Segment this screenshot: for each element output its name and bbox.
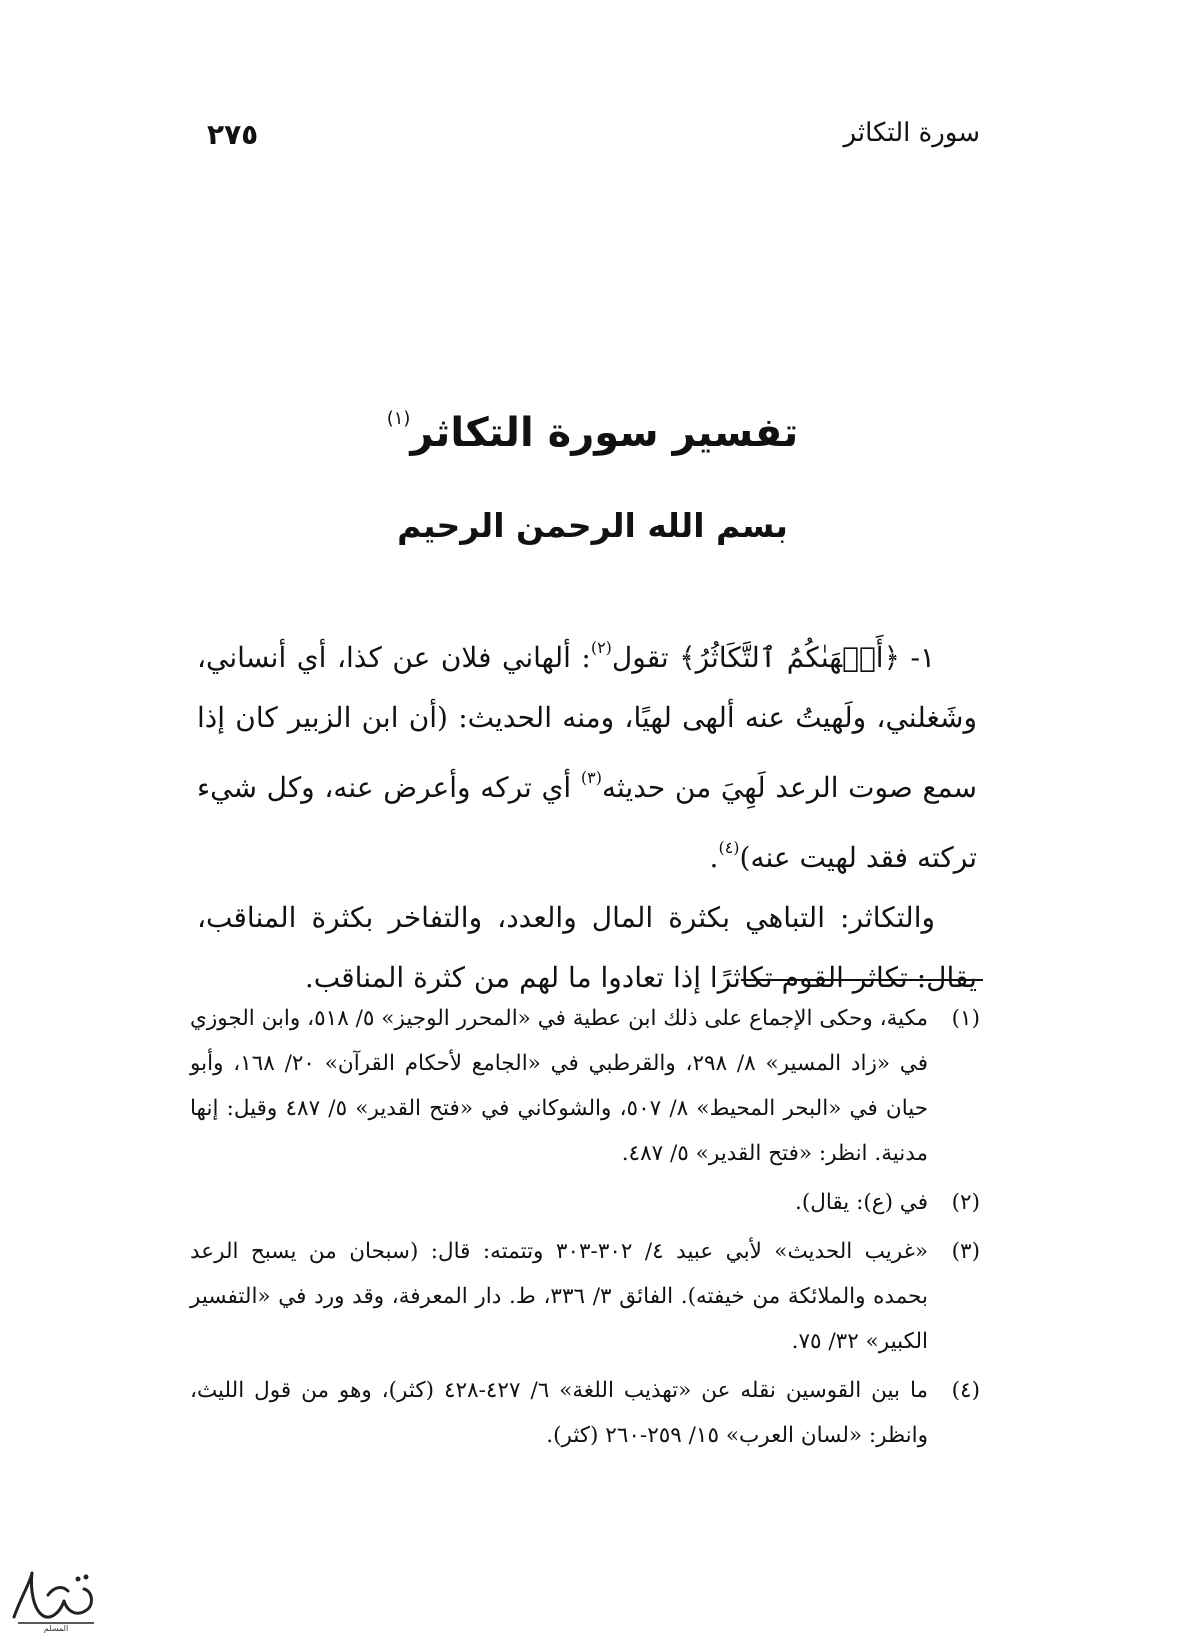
footnote-item	[190, 996, 980, 1176]
footnote-ref: (١)	[386, 408, 411, 429]
page-number: ٢٧٥	[207, 118, 259, 151]
chapter-title	[0, 408, 1185, 456]
footnote-text: ما بين القوسين نقله عن «تهذيب اللغة» ٦/ ٤٢٧-٤٢٨ (كثر)، وهو من قول الليث، وانظر: «لسان العرب» ١٥/ ٢٥٩-٢٦٠ (كثر).	[190, 1378, 929, 1448]
footnote-ref: (٣)	[580, 768, 602, 787]
paragraph: والتكاثر: التباهي بكثرة المال والعدد، والتفاخر بكثرة المناقب، يقال: تكاثر القوم تكاثرًا إذا تعادوا ما لهم من كثرة المناقب.	[197, 901, 977, 994]
footnote-number: (٤)	[951, 1378, 980, 1403]
chapter-title-text: تفسير سورة التكاثر	[410, 410, 799, 456]
running-title: سورة التكاثر	[843, 118, 980, 148]
paragraph-text: : ألهاني فلان عن كذا، أي أنساني، وشَغلني، ولَهيتُ عنه ألهى لهيًا، ومنه الحديث: (أن ابن الزبير كان إذا سمع صوت الرعد لَهِيَ من حديثه	[197, 641, 978, 804]
verse-lead: ١- ﴿أَلۡهَىٰكُمُ ٱلتَّكَاثُرُ﴾ تقول	[611, 641, 935, 674]
footnote-number: (٢)	[951, 1190, 980, 1215]
footnote-divider	[741, 979, 983, 981]
paragraph-text: .	[709, 841, 719, 874]
footnote-item	[190, 1180, 980, 1225]
footnotes-list	[190, 996, 980, 1462]
paragraph-text: أي تركه وأعرض عنه، وكل شيء تركته فقد لهيت عنه)	[197, 771, 977, 874]
footnote-number: (٣)	[951, 1239, 980, 1264]
basmala: بسم الله الرحمن الرحيم	[397, 506, 788, 545]
footnote-text: مكية، وحكى الإجماع على ذلك ابن عطية في «المحرر الوجيز» ٥/ ٥١٨، وابن الجوزي في «زاد المسير» ٨/ ٢٩٨، والقرطبي في «الجامع لأحكام القرآن» ٢٠/ ١٦٨، وأبو حيان في «البحر المحيط» ٨/ ٥٠٧، والشوكاني في «فتح القدير» ٥/ ٤٨٧ وقيل: إنها مدنية. انظر: «فتح القدير» ٥/ ٤٨٧.	[190, 1006, 929, 1166]
footnote-item	[190, 1368, 980, 1458]
footnote-text: في (ع): يقال).	[795, 1190, 928, 1215]
footnote-number: (١)	[951, 1006, 980, 1031]
body-text	[197, 618, 977, 1008]
footnote-item	[190, 1229, 980, 1364]
paragraph	[197, 618, 977, 888]
footnote-ref: (٤)	[718, 838, 740, 857]
footnote-text: «غريب الحديث» لأبي عبيد ٤/ ٣٠٢-٣٠٣ وتتمته: قال: (سبحان من يسبح الرعد بحمده والملائكة من خيفته). الفائق ٣/ ٣٣٦، ط. دار المعرفة، وقد ورد في «التفسير الكبير» ٣٢/ ٧٥.	[190, 1239, 929, 1354]
calligraphy-logo-icon	[8, 1565, 100, 1633]
footnote-ref: (٢)	[590, 638, 612, 657]
logo-text: المسلم	[43, 1624, 69, 1633]
